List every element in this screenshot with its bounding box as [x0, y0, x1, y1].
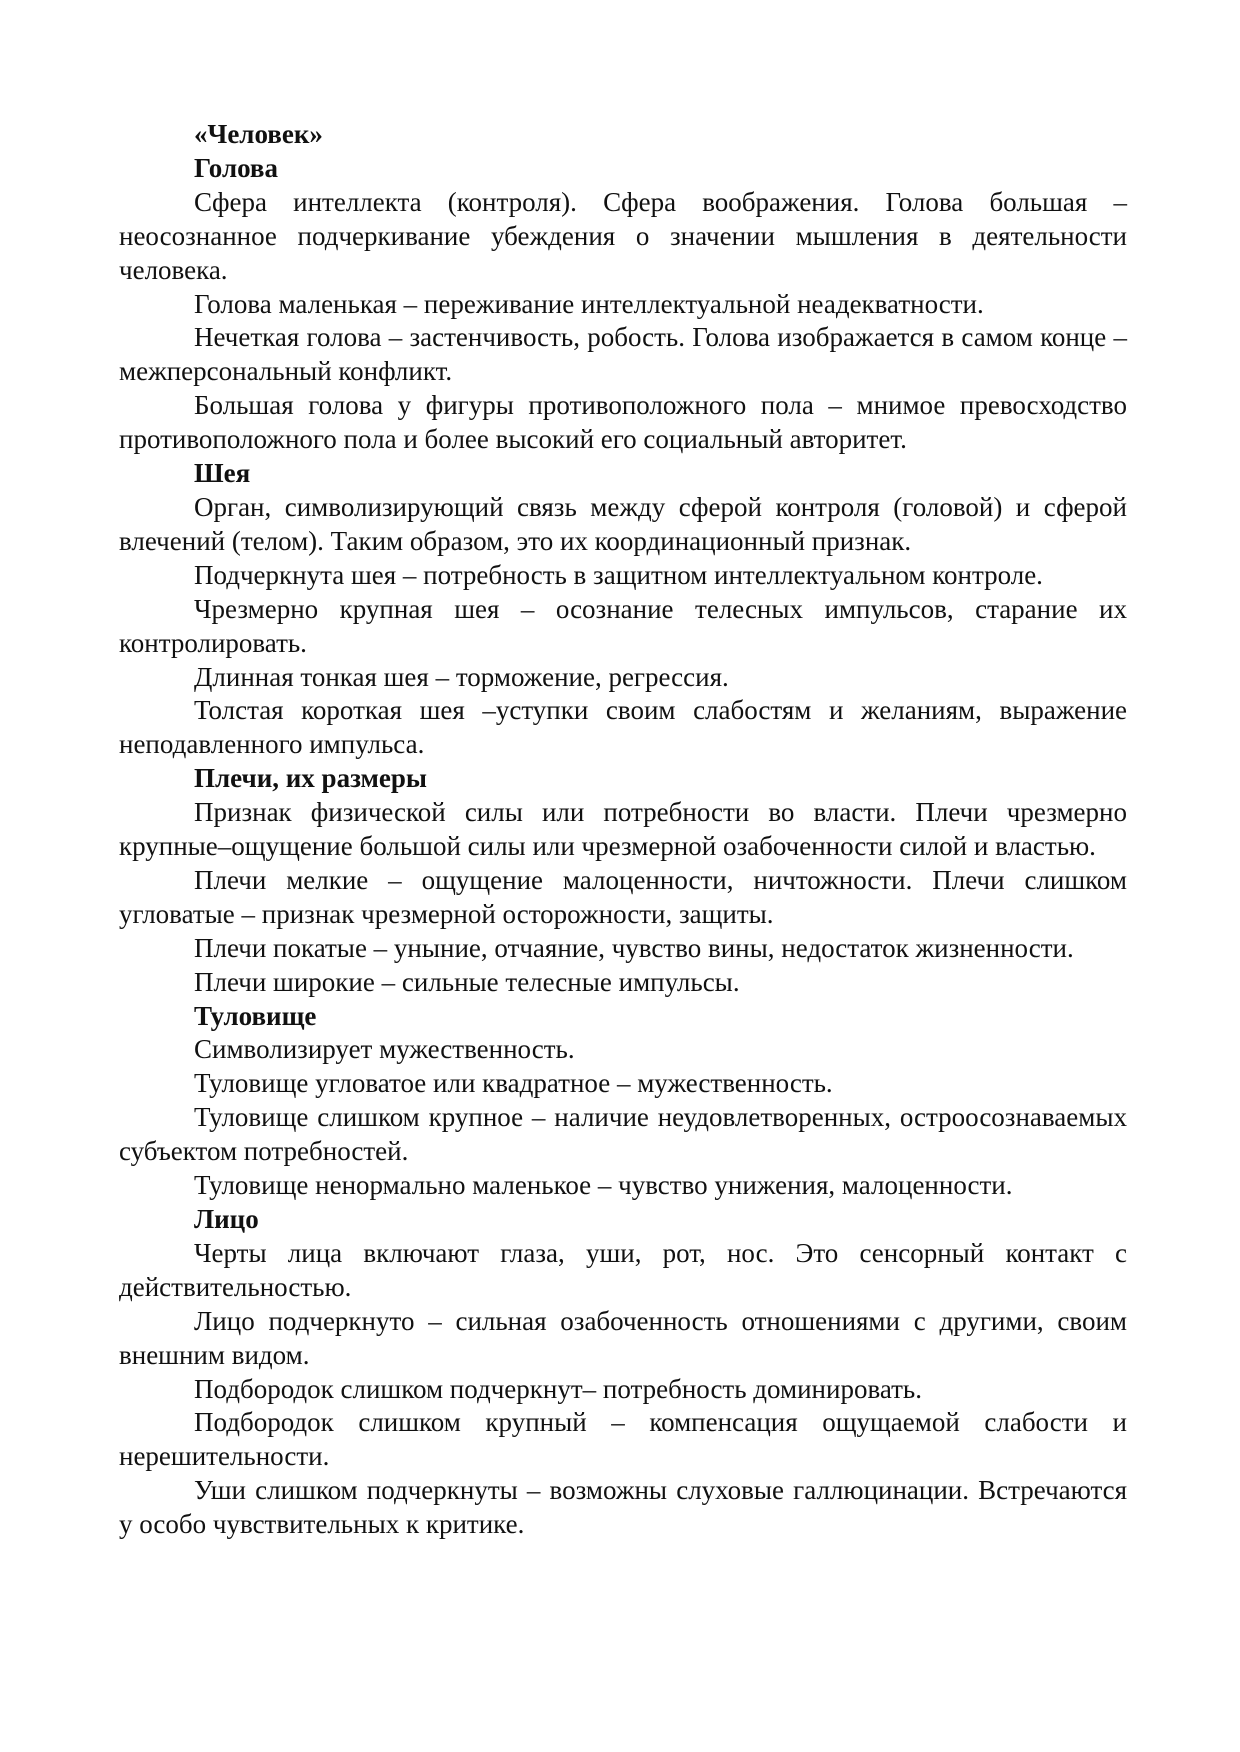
paragraph: Толстая короткая шея –уступки своим слабостям и желаниям, выражение неподавленного импульса.	[119, 695, 1127, 760]
paragraph: Уши слишком подчеркнуты – возможны слуховые галлюцинации. Встречаются у особо чувствительных к критике.	[119, 1475, 1127, 1540]
paragraph: Лицо подчеркнуто – сильная озабоченность отношениями с другими, своим внешним видом.	[119, 1305, 1127, 1370]
section-heading-head: Голова	[194, 152, 279, 183]
paragraph: Плечи мелкие – ощущение малоценности, ничтожности. Плечи слишком угловатые – признак чрезмерной осторожности, защиты.	[119, 864, 1127, 929]
paragraph: Подчеркнута шея – потребность в защитном интеллектуальном контроле.	[194, 559, 1043, 590]
paragraph: Черты лица включают глаза, уши, рот, нос. Это сенсорный контакт с действительностью.	[119, 1237, 1127, 1302]
paragraph: Нечеткая голова – застенчивость, робость. Голова изображается в самом конце – межперсональный конфликт.	[119, 322, 1127, 387]
paragraph: Признак физической силы или потребности во власти. Плечи чрезмерно крупные–ощущение большой силы или чрезмерной озабоченности силой и властью.	[119, 797, 1127, 862]
paragraph: Туловище слишком крупное – наличие неудовлетворенных, остроосознаваемых субъектом потребностей.	[119, 1102, 1127, 1167]
paragraph: Орган, символизирующий связь между сферой контроля (головой) и сферой влечений (телом). Таким образом, это их координационный признак.	[119, 491, 1127, 556]
paragraph: Туловище ненормально маленькое – чувство унижения, малоценности.	[194, 1170, 1013, 1201]
paragraph: Плечи покатые – уныние, отчаяние, чувство вины, недостаток жизненности.	[194, 932, 1074, 963]
paragraph: Голова маленькая – переживание интеллектуальной неадекватности.	[194, 288, 984, 319]
paragraph: Символизирует мужественность.	[194, 1034, 575, 1065]
section-heading-neck: Шея	[194, 458, 251, 489]
paragraph: Большая голова у фигуры противоположного пола – мнимое превосходство противоположного пола и более высокий его социальный авторитет.	[119, 390, 1127, 455]
section-heading-face: Лицо	[194, 1204, 259, 1234]
paragraph: Подбородок слишком подчеркнут– потребность доминировать.	[194, 1373, 922, 1404]
section-heading-torso: Туловище	[194, 1000, 317, 1031]
paragraph: Подбородок слишком крупный – компенсация ощущаемой слабости и нерешительности.	[119, 1407, 1127, 1472]
paragraph: Чрезмерно крупная шея – осознание телесных импульсов, старание их контролировать.	[119, 593, 1127, 658]
document-title: «Человек»	[194, 119, 323, 149]
paragraph: Длинная тонкая шея – торможение, регрессия.	[194, 661, 729, 692]
document-page	[119, 118, 1127, 1542]
paragraph: Плечи широкие – сильные телесные импульсы.	[194, 966, 740, 997]
paragraph: Сфера интеллекта (контроля). Сфера воображения. Голова большая – неосознанное подчеркивание убеждения о значении мышления в деятельности человека.	[119, 186, 1127, 285]
section-heading-shoulders: Плечи, их размеры	[194, 763, 428, 794]
paragraph: Туловище угловатое или квадратное – мужественность.	[194, 1068, 833, 1099]
